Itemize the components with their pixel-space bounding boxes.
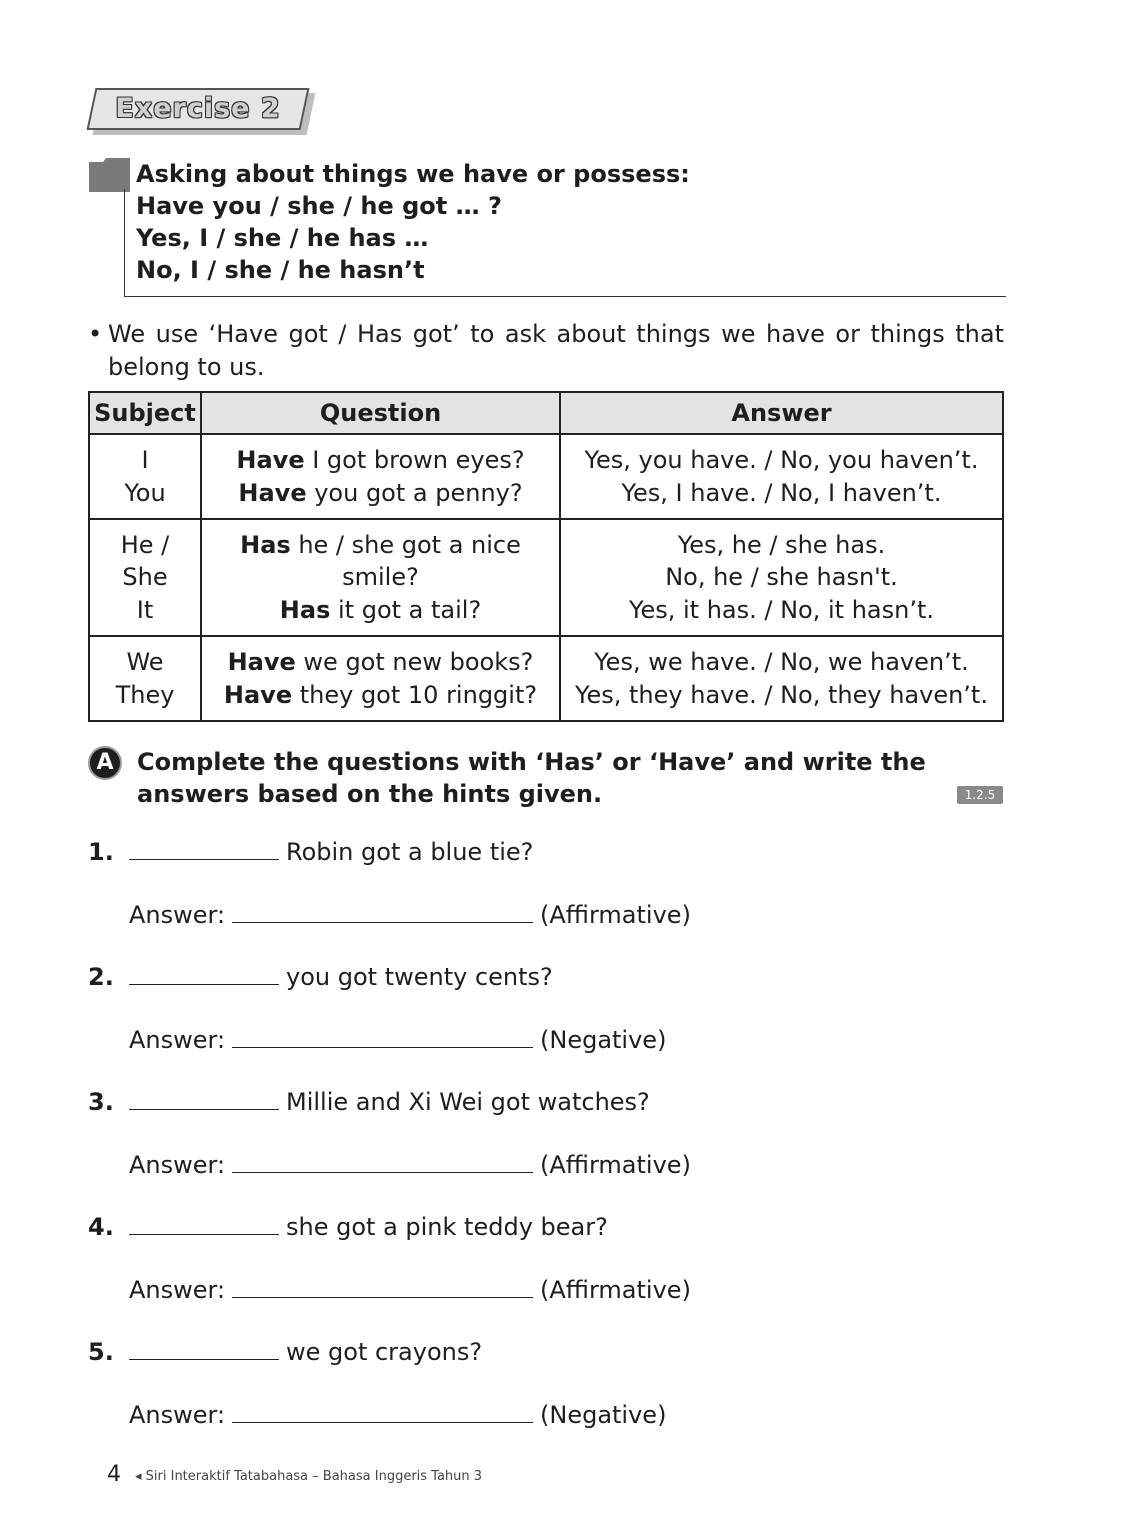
answer-hint: (Affirmative) bbox=[540, 901, 691, 929]
rule-question-form: Have you / she / he got … ? bbox=[136, 192, 502, 220]
question-blank[interactable] bbox=[129, 1109, 279, 1110]
answer-cell: Yes, he / she has. No, he / she hasn't. Yes, it has. / No, it hasn’t. bbox=[560, 519, 1003, 636]
question-blank[interactable] bbox=[129, 859, 279, 860]
question-cell: Have I got brown eyes? Have you got a penny? bbox=[201, 434, 560, 519]
table-row bbox=[89, 636, 1003, 721]
question-number: 4. bbox=[88, 1213, 114, 1241]
answer-hint: (Affirmative) bbox=[540, 1151, 691, 1179]
answer-hint: (Affirmative) bbox=[540, 1276, 691, 1304]
answer-blank[interactable] bbox=[232, 922, 533, 923]
question-cell: Has he / she got a nice smile? Has it got a tail? bbox=[201, 519, 560, 636]
header-answer: Answer bbox=[560, 392, 1003, 434]
usage-note-text: We use ‘Have got / Has got’ to ask about things we have or things that belong to us. bbox=[108, 320, 1004, 381]
answer-label: Answer: bbox=[129, 901, 226, 929]
subject-cell: I You bbox=[89, 434, 201, 519]
grammar-table bbox=[88, 391, 1004, 722]
section-instruction: Complete the questions with ‘Has’ or ‘Have’ and write the answers based on the hints given. bbox=[137, 748, 926, 808]
header-subject: Subject bbox=[89, 392, 201, 434]
answer-blank[interactable] bbox=[232, 1172, 533, 1173]
answer-label: Answer: bbox=[129, 1151, 226, 1179]
question-text: she got a pink teddy bear? bbox=[286, 1213, 608, 1241]
usage-note bbox=[88, 318, 1004, 384]
answer-label: Answer: bbox=[129, 1026, 226, 1054]
exercise-title: Exercise 2 bbox=[115, 93, 281, 124]
question-number: 2. bbox=[88, 963, 114, 991]
bullet-icon: • bbox=[88, 320, 103, 348]
rule-box-left-border bbox=[124, 189, 125, 297]
subject-cell: He / She It bbox=[89, 519, 201, 636]
book-title-footer: ◂ Siri Interaktif Tatabahasa – Bahasa Inggeris Tahun 3 bbox=[135, 1469, 483, 1484]
table-row bbox=[89, 434, 1003, 519]
answer-blank[interactable] bbox=[232, 1047, 533, 1048]
question-cell: Have we got new books? Have they got 10 ringgit? bbox=[201, 636, 560, 721]
answer-label: Answer: bbox=[129, 1276, 226, 1304]
answer-hint: (Negative) bbox=[540, 1026, 667, 1054]
rule-negative-form: No, I / she / he hasn’t bbox=[136, 256, 425, 284]
question-text: you got twenty cents? bbox=[286, 963, 553, 991]
answer-cell: Yes, you have. / No, you haven’t. Yes, I have. / No, I haven’t. bbox=[560, 434, 1003, 519]
rule-heading: Asking about things we have or possess: bbox=[136, 160, 690, 188]
question-blank[interactable] bbox=[129, 984, 279, 985]
question-blank[interactable] bbox=[129, 1234, 279, 1235]
folder-icon bbox=[89, 158, 130, 192]
table-header-row bbox=[89, 392, 1003, 434]
question-text: we got crayons? bbox=[286, 1338, 483, 1366]
rule-box-bottom-border bbox=[124, 296, 1006, 297]
answer-blank[interactable] bbox=[232, 1422, 533, 1423]
rule-affirmative-form: Yes, I / she / he has … bbox=[136, 224, 429, 252]
curriculum-ref-badge: 1.2.5 bbox=[957, 786, 1003, 804]
question-number: 3. bbox=[88, 1088, 114, 1116]
question-number: 1. bbox=[88, 838, 114, 866]
section-a-badge-icon: A bbox=[88, 746, 122, 780]
question-text: Millie and Xi Wei got watches? bbox=[286, 1088, 650, 1116]
question-text: Robin got a blue tie? bbox=[286, 838, 534, 866]
answer-blank[interactable] bbox=[232, 1297, 533, 1298]
answer-label: Answer: bbox=[129, 1401, 226, 1429]
subject-cell: We They bbox=[89, 636, 201, 721]
page-number: 4 bbox=[107, 1462, 121, 1487]
question-number: 5. bbox=[88, 1338, 114, 1366]
question-blank[interactable] bbox=[129, 1359, 279, 1360]
table-row bbox=[89, 519, 1003, 636]
answer-cell: Yes, we have. / No, we haven’t. Yes, they have. / No, they haven’t. bbox=[560, 636, 1003, 721]
header-question: Question bbox=[201, 392, 560, 434]
answer-hint: (Negative) bbox=[540, 1401, 667, 1429]
